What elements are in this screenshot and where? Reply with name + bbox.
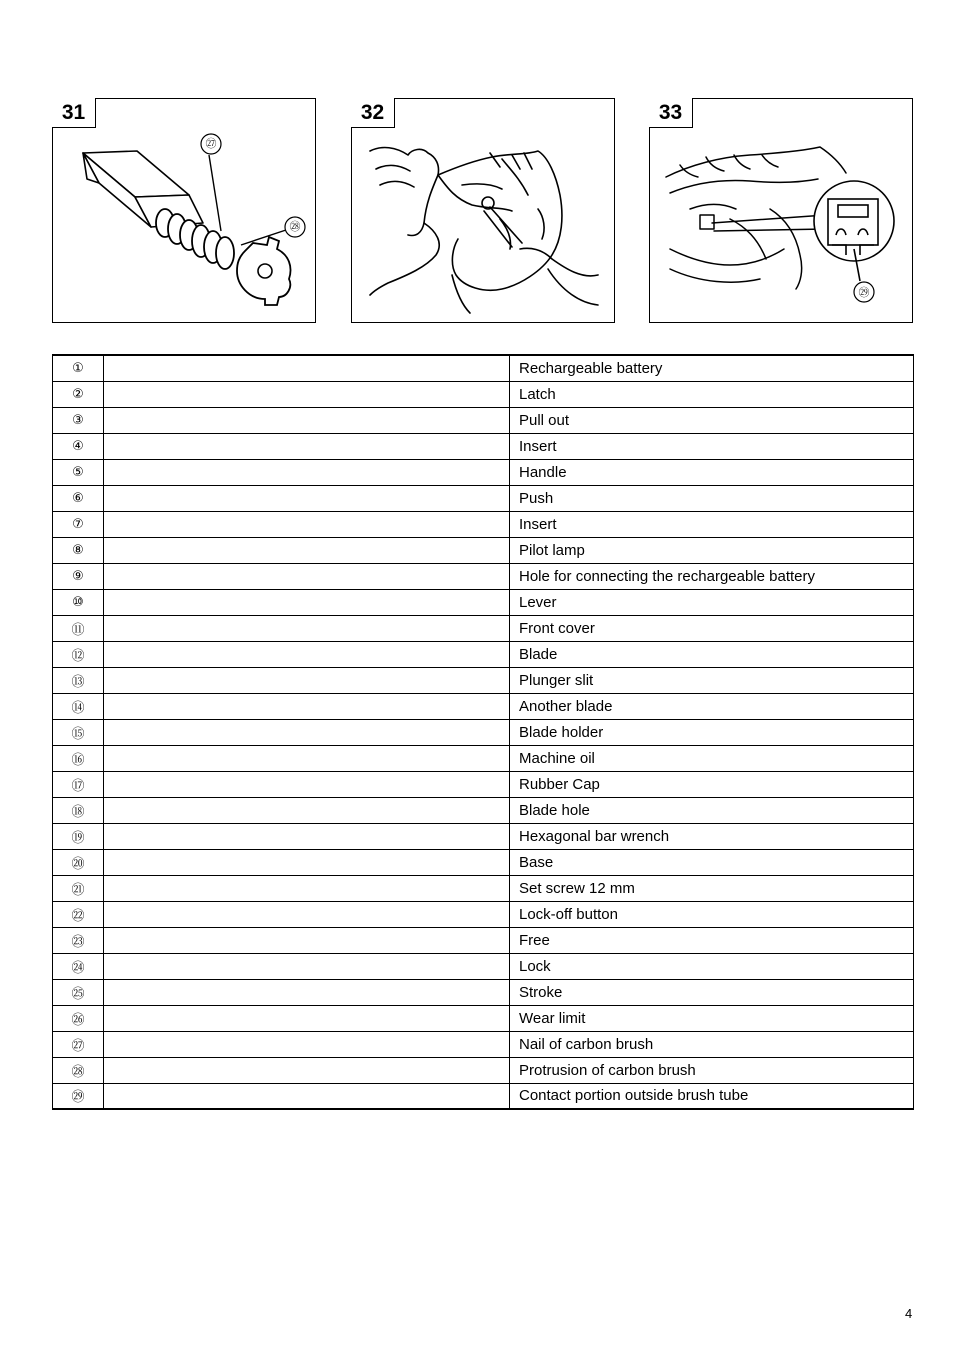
table-row: [53, 693, 914, 719]
item-number: ⑩: [53, 589, 104, 615]
table-row: [53, 355, 914, 381]
blank-cell: [104, 1083, 510, 1109]
figure-number: 33: [649, 98, 693, 128]
blank-cell: [104, 1031, 510, 1057]
table-row: [53, 797, 914, 823]
item-number: ⑰: [53, 771, 104, 797]
item-number: ④: [53, 433, 104, 459]
callout-29: ㉙: [858, 286, 870, 299]
blank-cell: [104, 1057, 510, 1083]
item-number: ⑯: [53, 745, 104, 771]
blank-cell: [104, 693, 510, 719]
item-label: Lever: [510, 589, 914, 615]
item-label: Lock: [510, 953, 914, 979]
blank-cell: [104, 615, 510, 641]
table-row: [53, 953, 914, 979]
item-number: ㉕: [53, 979, 104, 1005]
blank-cell: [104, 823, 510, 849]
item-number: ⑪: [53, 615, 104, 641]
item-label: Insert: [510, 433, 914, 459]
item-label: Front cover: [510, 615, 914, 641]
table-row: [53, 875, 914, 901]
item-label: Another blade: [510, 693, 914, 719]
table-row: [53, 563, 914, 589]
blank-cell: [104, 433, 510, 459]
table-row: [53, 537, 914, 563]
item-label: Latch: [510, 381, 914, 407]
table-row: [53, 771, 914, 797]
item-number: ②: [53, 381, 104, 407]
item-number: ⑱: [53, 797, 104, 823]
item-label: Machine oil: [510, 745, 914, 771]
blank-cell: [104, 407, 510, 433]
item-number: ㉓: [53, 927, 104, 953]
item-label: Blade holder: [510, 719, 914, 745]
item-number: ⑳: [53, 849, 104, 875]
blank-cell: [104, 745, 510, 771]
blank-cell: [104, 641, 510, 667]
blank-cell: [104, 927, 510, 953]
item-label: Base: [510, 849, 914, 875]
table-row: [53, 849, 914, 875]
table-row: [53, 745, 914, 771]
figure-32: [351, 98, 615, 323]
item-label: Pull out: [510, 407, 914, 433]
item-number: ㉒: [53, 901, 104, 927]
blank-cell: [104, 381, 510, 407]
item-label: Rubber Cap: [510, 771, 914, 797]
blank-cell: [104, 719, 510, 745]
item-label: Hexagonal bar wrench: [510, 823, 914, 849]
blank-cell: [104, 901, 510, 927]
item-label: Rechargeable battery: [510, 355, 914, 381]
table-row: [53, 1031, 914, 1057]
item-label: Blade: [510, 641, 914, 667]
table-row: [53, 927, 914, 953]
table-row: [53, 667, 914, 693]
item-number: ㉔: [53, 953, 104, 979]
item-label: Plunger slit: [510, 667, 914, 693]
item-number: ①: [53, 355, 104, 381]
page-number: 4: [905, 1306, 913, 1321]
blank-cell: [104, 979, 510, 1005]
item-number: ⑮: [53, 719, 104, 745]
table-row: [53, 719, 914, 745]
item-label: Insert: [510, 511, 914, 537]
blank-cell: [104, 355, 510, 381]
table-row: [53, 511, 914, 537]
figure-number: 32: [351, 98, 395, 128]
blank-cell: [104, 667, 510, 693]
table-row: [53, 823, 914, 849]
item-label: Pilot lamp: [510, 537, 914, 563]
table-row: [53, 641, 914, 667]
callout-27: ㉗: [205, 137, 217, 150]
item-label: Free: [510, 927, 914, 953]
item-number: ㉗: [53, 1031, 104, 1057]
blank-cell: [104, 589, 510, 615]
brush-tube-illustration: [650, 99, 914, 324]
item-label: Blade hole: [510, 797, 914, 823]
item-label: Nail of carbon brush: [510, 1031, 914, 1057]
callout-28: ㉘: [289, 220, 301, 233]
table-row: [53, 485, 914, 511]
blank-cell: [104, 511, 510, 537]
item-number: ⑧: [53, 537, 104, 563]
blank-cell: [104, 1005, 510, 1031]
item-label: Wear limit: [510, 1005, 914, 1031]
item-number: ⑤: [53, 459, 104, 485]
item-label: Set screw 12 mm: [510, 875, 914, 901]
table-row: [53, 615, 914, 641]
figure-number: 31: [52, 98, 96, 128]
table-row: [53, 589, 914, 615]
blank-cell: [104, 563, 510, 589]
item-label: Lock-off button: [510, 901, 914, 927]
legend-table: [52, 354, 914, 1110]
item-number: ㉘: [53, 1057, 104, 1083]
item-label: Protrusion of carbon brush: [510, 1057, 914, 1083]
table-row: [53, 459, 914, 485]
table-row: [53, 407, 914, 433]
table-row: [53, 381, 914, 407]
table-row: [53, 433, 914, 459]
carbon-brush-illustration: [53, 99, 317, 324]
item-number: ㉑: [53, 875, 104, 901]
table-row: [53, 1057, 914, 1083]
item-number: ⑦: [53, 511, 104, 537]
item-label: Stroke: [510, 979, 914, 1005]
item-label: Contact portion outside brush tube: [510, 1083, 914, 1109]
item-number: ⑨: [53, 563, 104, 589]
item-number: ⑥: [53, 485, 104, 511]
table-row: [53, 1005, 914, 1031]
item-number: ⑬: [53, 667, 104, 693]
blank-cell: [104, 849, 510, 875]
item-number: ⑫: [53, 641, 104, 667]
blank-cell: [104, 953, 510, 979]
tool-handle-illustration: [352, 99, 616, 324]
figure-31: [52, 98, 316, 323]
item-number: ⑭: [53, 693, 104, 719]
blank-cell: [104, 771, 510, 797]
blank-cell: [104, 459, 510, 485]
blank-cell: [104, 485, 510, 511]
item-number: ③: [53, 407, 104, 433]
table-row: [53, 901, 914, 927]
item-number: ㉖: [53, 1005, 104, 1031]
item-label: Push: [510, 485, 914, 511]
blank-cell: [104, 797, 510, 823]
item-label: Hole for connecting the rechargeable battery: [510, 563, 914, 589]
table-row: [53, 979, 914, 1005]
blank-cell: [104, 537, 510, 563]
table-row: [53, 1083, 914, 1109]
figure-33: [649, 98, 913, 323]
blank-cell: [104, 875, 510, 901]
item-label: Handle: [510, 459, 914, 485]
item-number: ㉙: [53, 1083, 104, 1109]
item-number: ⑲: [53, 823, 104, 849]
